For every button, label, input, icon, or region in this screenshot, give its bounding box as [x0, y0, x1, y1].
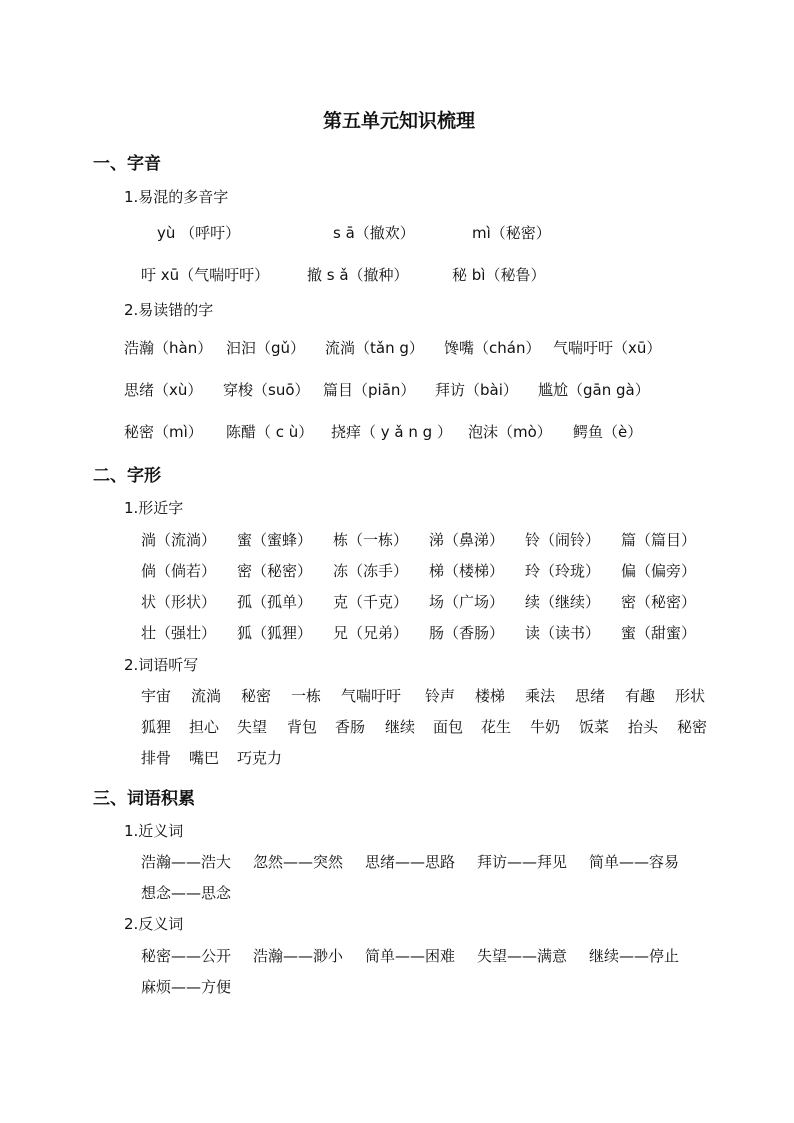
misread-item: 穿梭（suō） [223, 381, 310, 399]
misread-item: 馋嘴（chán） [444, 339, 541, 357]
similar-char-item: 密（秘密） [237, 562, 313, 580]
dictation-word: 面包 [433, 718, 464, 736]
section-heading-pronunciation: 一、字音 [93, 154, 161, 174]
dictation-word: 嘴巴 [189, 749, 220, 767]
similar-char-item: 栋（一栋） [333, 531, 409, 549]
similar-char-item: 涕（鼻涕） [429, 531, 505, 549]
misread-item: 挠痒（ y ǎ n g ） [331, 423, 452, 441]
similar-char-item: 肠（香肠） [429, 624, 505, 642]
similar-char-item: 壮（强壮） [141, 624, 217, 642]
misread-item: 鳄鱼（è） [573, 423, 643, 441]
dictation-word: 饭菜 [579, 718, 610, 736]
misread-item: 汩汩（gǔ） [226, 339, 306, 357]
similar-char-item: 读（读书） [525, 624, 601, 642]
dictation-word: 形状 [675, 687, 706, 705]
poly-item: 吁 xū（气喘吁吁） [141, 266, 270, 284]
misread-item: 篇目（piān） [323, 381, 416, 399]
subheading-dictation: 2.词语听写 [124, 656, 199, 674]
similar-char-item: 密（秘密） [621, 593, 697, 611]
dictation-word: 思绪 [575, 687, 606, 705]
similar-char-item: 兄（兄弟） [333, 624, 409, 642]
similar-char-item: 续（继续） [525, 593, 601, 611]
dictation-word: 秘密 [241, 687, 272, 705]
section-heading-glyphs: 二、字形 [93, 466, 161, 486]
similar-char-item: 铃（闹铃） [525, 531, 601, 549]
antonym-pair: 麻烦——方便 [141, 978, 232, 996]
misread-item: 秘密（mì） [124, 423, 203, 441]
similar-char-item: 淌（流淌） [141, 531, 217, 549]
poly-item: s ā（撤欢） [333, 224, 415, 242]
subheading-synonyms: 1.近义词 [124, 822, 184, 840]
dictation-word: 花生 [481, 718, 512, 736]
similar-char-item: 蜜（甜蜜） [621, 624, 697, 642]
similar-char-item: 冻（冻手） [333, 562, 409, 580]
dictation-word: 背包 [287, 718, 318, 736]
misread-item: 思绪（xù） [124, 381, 203, 399]
similar-char-item: 状（形状） [141, 593, 217, 611]
poly-item: mì（秘密） [472, 224, 551, 242]
section-heading-vocabulary: 三、词语积累 [93, 789, 195, 809]
dictation-word: 宇宙 [141, 687, 172, 705]
antonym-pair: 秘密——公开 [141, 947, 232, 965]
antonym-pair: 失望——满意 [477, 947, 568, 965]
similar-char-item: 场（广场） [429, 593, 505, 611]
synonym-pair: 拜访——拜见 [477, 853, 568, 871]
similar-char-item: 倘（倘若） [141, 562, 217, 580]
dictation-word: 流淌 [191, 687, 222, 705]
subheading-misread: 2.易读错的字 [124, 301, 214, 319]
dictation-word: 抬头 [628, 718, 659, 736]
dictation-word: 乘法 [525, 687, 556, 705]
similar-char-item: 偏（偏旁） [621, 562, 697, 580]
synonym-pair: 想念——思念 [141, 884, 232, 902]
similar-char-item: 克（千克） [333, 593, 409, 611]
dictation-word: 楼梯 [475, 687, 506, 705]
poly-item: 秘 bì（秘鲁） [452, 266, 546, 284]
dictation-word: 秘密 [677, 718, 708, 736]
misread-item: 浩瀚（hàn） [124, 339, 213, 357]
similar-char-item: 狐（狐狸） [237, 624, 313, 642]
misread-item: 尴尬（gān gà） [538, 381, 650, 399]
dictation-word: 气喘吁吁 [341, 687, 402, 705]
dictation-word: 排骨 [141, 749, 172, 767]
misread-item: 拜访（bài） [435, 381, 518, 399]
dictation-word: 继续 [385, 718, 416, 736]
misread-item: 泡沫（mò） [468, 423, 552, 441]
similar-char-item: 篇（篇目） [621, 531, 697, 549]
misread-item: 陈醋（ c ù） [226, 423, 314, 441]
dictation-word: 失望 [237, 718, 268, 736]
subheading-polyphones: 1.易混的多音字 [124, 188, 229, 206]
dictation-word: 牛奶 [530, 718, 561, 736]
dictation-word: 狐狸 [141, 718, 172, 736]
synonym-pair: 思绪——思路 [365, 853, 456, 871]
synonym-pair: 浩瀚——浩大 [141, 853, 232, 871]
subheading-antonyms: 2.反义词 [124, 915, 184, 933]
poly-item: yù （呼吁） [157, 224, 241, 242]
synonym-pair: 简单——容易 [589, 853, 680, 871]
dictation-word: 一栋 [291, 687, 322, 705]
misread-item: 流淌（tǎn g） [325, 339, 424, 357]
antonym-pair: 浩瀚——渺小 [253, 947, 344, 965]
misread-item: 气喘吁吁（xū） [553, 339, 662, 357]
dictation-word: 有趣 [625, 687, 656, 705]
similar-char-item: 蜜（蜜蜂） [237, 531, 313, 549]
similar-char-item: 玲（玲珑） [525, 562, 601, 580]
subheading-similar-chars: 1.形近字 [124, 499, 184, 517]
poly-item: 撤 s ǎ（撤种） [307, 266, 409, 284]
dictation-word: 铃声 [425, 687, 456, 705]
page-title: 第五单元知识梳理 [323, 110, 476, 132]
dictation-word: 香肠 [335, 718, 366, 736]
antonym-pair: 简单——困难 [365, 947, 456, 965]
dictation-word: 担心 [189, 718, 220, 736]
synonym-pair: 忽然——突然 [253, 853, 344, 871]
antonym-pair: 继续——停止 [589, 947, 680, 965]
similar-char-item: 梯（楼梯） [429, 562, 505, 580]
dictation-word: 巧克力 [237, 749, 283, 767]
similar-char-item: 孤（孤单） [237, 593, 313, 611]
